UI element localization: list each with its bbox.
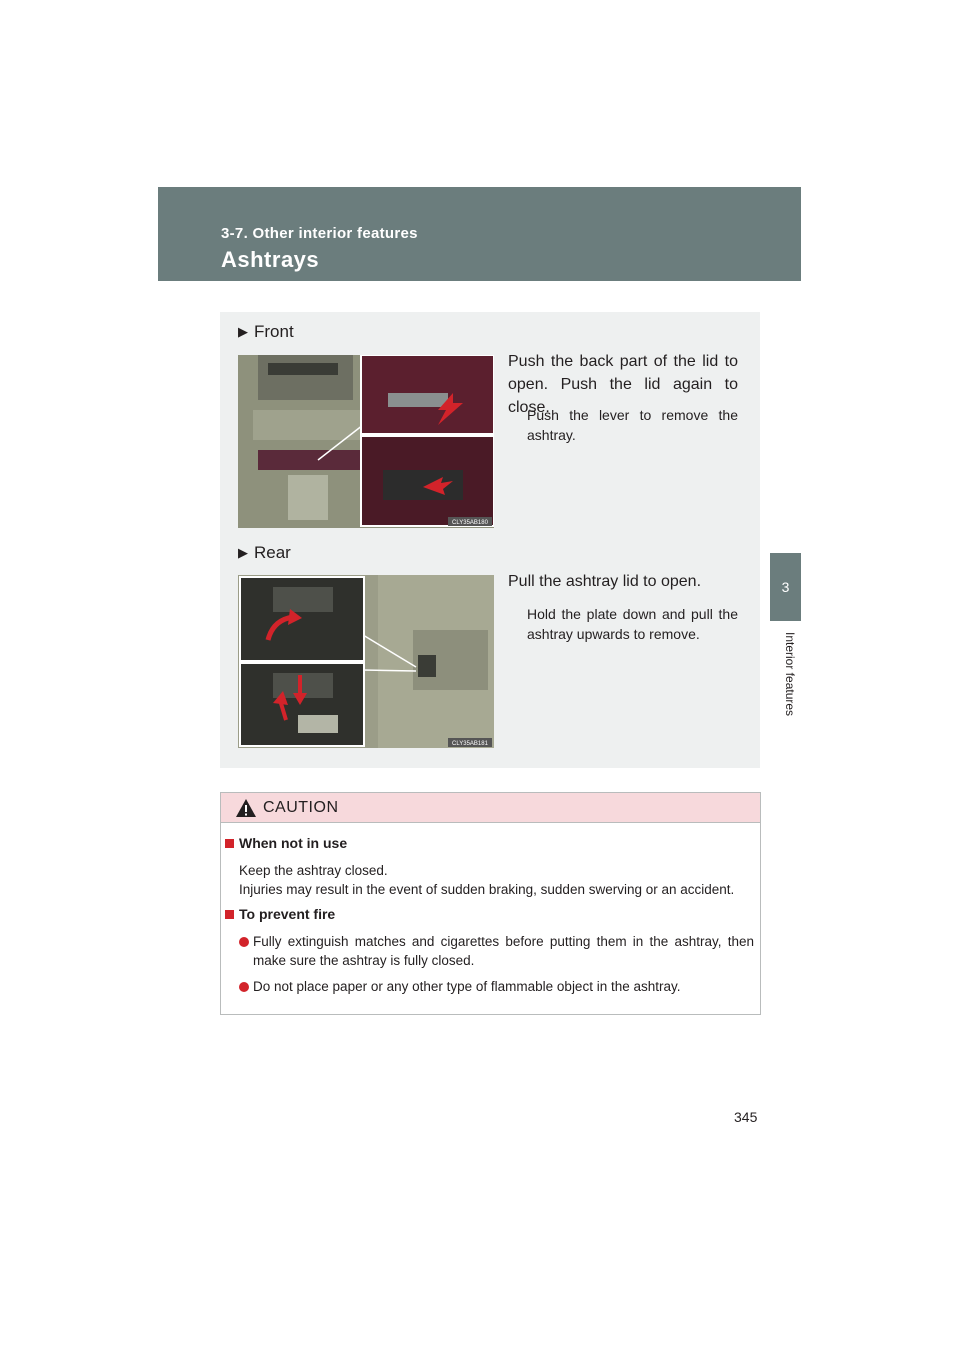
caution-item-text: Injuries may result in the event of sudden braking, sudden swerving or an accident. xyxy=(239,882,735,897)
rear-instruction: Pull the ashtray lid to open. xyxy=(508,573,702,590)
caution-title: CAUTION xyxy=(263,798,339,816)
caution-header xyxy=(221,793,760,823)
caution-bullet: Fully extinguish matches and cigarettes before putting them in the ashtray, then make sure the ashtray is fully closed. xyxy=(239,932,754,970)
front-instruction: Push the back part of the lid to open. Push the lid again to close. xyxy=(508,353,738,416)
triangle-right-icon: ▶ xyxy=(238,545,248,560)
page-title: Ashtrays xyxy=(221,247,320,272)
rear-heading-label: Rear xyxy=(254,543,291,562)
instruction-panel xyxy=(220,312,760,768)
caution-bullet: Do not place paper or any other type of flammable object in the ashtray. xyxy=(239,977,754,996)
chapter-header xyxy=(158,187,801,281)
front-ashtray-photo xyxy=(238,355,494,528)
caution-item-heading: When not in use xyxy=(225,835,347,851)
caution-box xyxy=(220,792,761,1015)
warning-triangle-icon xyxy=(235,798,257,818)
red-square-icon xyxy=(225,839,234,848)
caution-item-text: Keep the ashtray closed. xyxy=(239,863,388,878)
front-heading-label: Front xyxy=(254,322,294,341)
chapter-tab-number: 3 xyxy=(781,579,790,595)
front-image-code: CLY35AB180 xyxy=(452,520,488,526)
rear-heading xyxy=(238,543,291,563)
caution-item-heading: To prevent fire xyxy=(225,906,335,922)
page-number: 345 xyxy=(734,1109,758,1125)
rear-image-code: CLY35AB181 xyxy=(452,741,488,747)
rear-ashtray-photo xyxy=(238,575,494,748)
red-square-icon xyxy=(225,910,234,919)
section-label: 3-7. Other interior features xyxy=(221,225,418,242)
front-heading xyxy=(238,322,294,342)
chapter-tab[interactable] xyxy=(770,553,801,621)
rear-note: Hold the plate down and pull the ashtray upwards to remove. xyxy=(527,606,738,642)
triangle-right-icon: ▶ xyxy=(238,324,248,339)
chapter-tab-label: Interior features xyxy=(783,632,797,717)
red-dot-icon xyxy=(239,982,249,992)
red-dot-icon xyxy=(239,937,249,947)
front-note: Push the lever to remove the ashtray. xyxy=(527,407,738,443)
